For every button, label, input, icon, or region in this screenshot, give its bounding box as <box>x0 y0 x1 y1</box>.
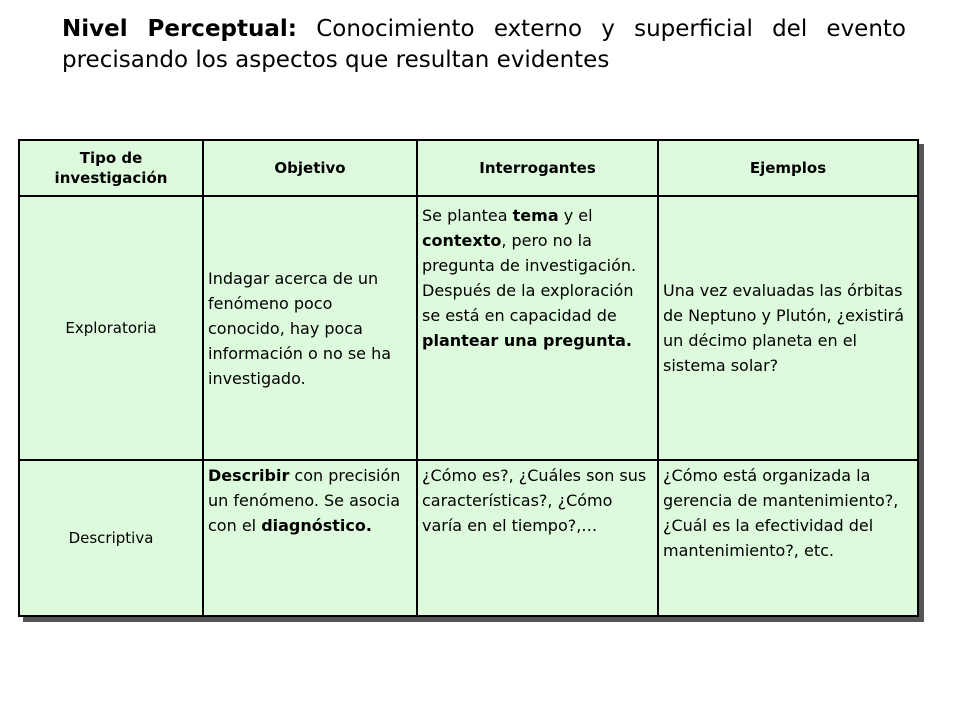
research-types-table <box>18 139 919 617</box>
bold-part: contexto <box>422 231 502 250</box>
cell-interrogantes-exploratoria <box>417 196 658 460</box>
cell-tipo-exploratoria: Exploratoria <box>19 196 203 460</box>
table-row <box>19 460 918 616</box>
title-bold: Nivel Perceptual: <box>62 16 297 42</box>
bold-part: Describir <box>208 466 290 485</box>
cell-ejemplos-exploratoria: Una vez evaluadas las órbitas de Neptuno y Plutón, ¿existirá un décimo planeta en el sistema solar? <box>658 196 918 460</box>
bold-part: tema <box>512 206 559 225</box>
header-tipo: Tipo de investigación <box>19 140 203 196</box>
cell-objetivo-descriptiva <box>203 460 417 616</box>
cell-interrogantes-descriptiva: ¿Cómo es?, ¿Cuáles son sus características?, ¿Cómo varía en el tiempo?,… <box>417 460 658 616</box>
table-row <box>19 196 918 460</box>
text-part: , pero no la pregunta de investigación. Después de la exploración se está en capacidad de <box>422 231 637 325</box>
header-interrogantes: Interrogantes <box>417 140 658 196</box>
table-header-row <box>19 140 918 196</box>
research-types-table-wrapper <box>18 139 919 617</box>
text-part: y el <box>558 206 593 225</box>
header-ejemplos: Ejemplos <box>658 140 918 196</box>
cell-ejemplos-descriptiva: ¿Cómo está organizada la gerencia de mantenimiento?, ¿Cuál es la efectividad del mantenimiento?, etc. <box>658 460 918 616</box>
text-part: Se plantea <box>422 206 513 225</box>
title-text: Conocimiento externo y superficial del evento precisando los aspectos que resultan evidentes <box>62 16 906 73</box>
text-part: con precisión un fenómeno. Se asocia con el <box>208 466 401 535</box>
bold-part: plantear una pregunta. <box>422 331 632 350</box>
slide-title <box>62 14 906 76</box>
cell-objetivo-exploratoria: Indagar acerca de un fenómeno poco conocido, hay poca información o no se ha investigado. <box>203 196 417 460</box>
cell-tipo-descriptiva: Descriptiva <box>19 460 203 616</box>
header-objetivo: Objetivo <box>203 140 417 196</box>
bold-part: diagnóstico. <box>261 516 372 535</box>
